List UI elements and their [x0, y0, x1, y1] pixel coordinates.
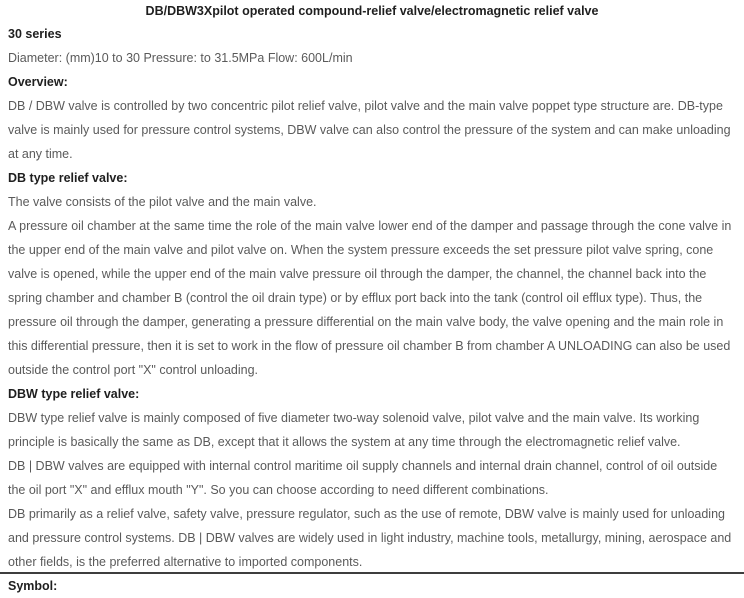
bottom-divider: [0, 572, 744, 574]
heading-symbol: Symbol:: [8, 579, 58, 593]
paragraph-overview: DB / DBW valve is controlled by two concentric pilot relief valve, pilot valve and the main valve poppet type structure are. DB-type valve is mainly used for pressure control systems, DBW valve can also control the pressure of the system and can make unloading at any time.: [8, 99, 731, 161]
heading-db-type-relief-valve: DB type relief valve:: [8, 171, 128, 185]
paragraph-dbw-applications: DB primarily as a relief valve, safety valve, pressure regulator, such as the use of remote, DBW valve is mainly used for unloading and pressure control systems. DB | DBW valves are widely used in light industry, machine tools, metallurgy, mining, aerospace and other fields, is the preferred alternative to imported components.: [8, 507, 732, 569]
heading-overview: Overview:: [8, 75, 68, 89]
paragraph-db-intro: The valve consists of the pilot valve and the main valve.: [8, 195, 317, 209]
heading-30-series: 30 series: [8, 27, 62, 41]
paragraph-dbw-composition: DBW type relief valve is mainly composed of five diameter two-way solenoid valve, pilot valve and the main valve. Its working principle is basically the same as DB, except that it allows the system at any time through the electromagnetic relief valve.: [8, 411, 700, 449]
spec-diameter-pressure-flow: Diameter: (mm)10 to 30 Pressure: to 31.5MPa Flow: 600L/min: [8, 51, 353, 65]
page-title: DB/DBW3Xpilot operated compound-relief valve/electromagnetic relief valve: [145, 4, 599, 18]
paragraph-db-operation: A pressure oil chamber at the same time the role of the main valve lower end of the damper and passage through the cone valve in the upper end of the main valve and pilot valve on. When the system pressure exceeds the set pressure pilot valve spring, cone valve is opened, while the upper end of the main valve pressure oil through the damper, the channel, the channel back into the spring chamber and chamber B (control the oil drain type) or by efflux port back into the tank (control oil efflux type). Thus, the pressure oil through the damper, generating a pressure differential on the main valve body, the valve opening and the main role in this differential pressure, then it is set to work in the flow of pressure oil chamber B from chamber A UNLOADING can also be used outside the control port "X" control unloading.: [8, 219, 732, 377]
heading-dbw-type-relief-valve: DBW type relief valve:: [8, 387, 140, 401]
paragraph-dbw-control: DB | DBW valves are equipped with internal control maritime oil supply channels and internal drain channel, control of oil outside the oil port "X" and efflux mouth "Y". So you can choose according to need different combinations.: [8, 459, 718, 497]
